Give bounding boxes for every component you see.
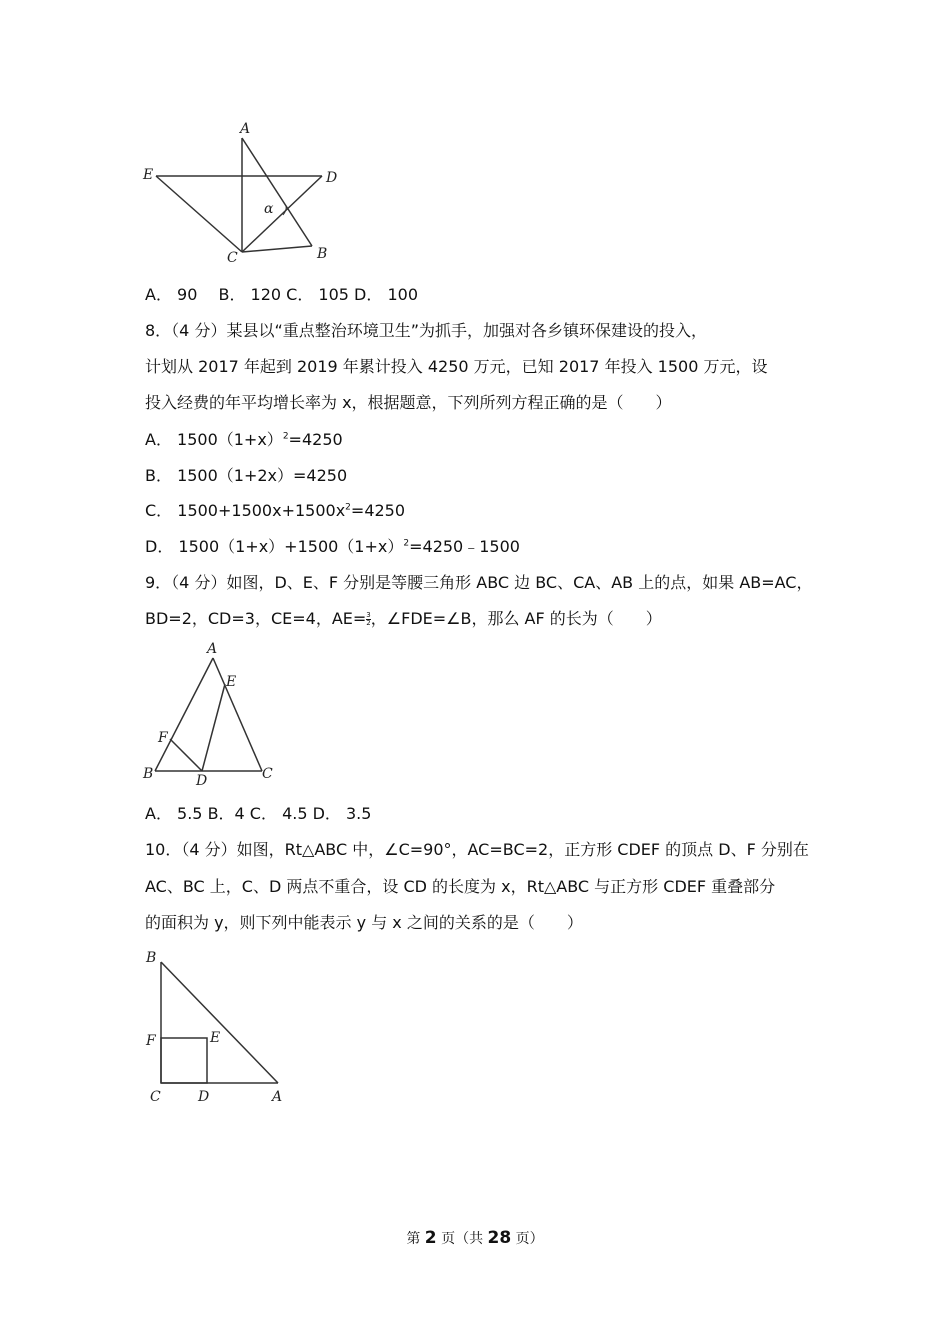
q10-label-e: E (210, 1030, 221, 1046)
q7-label-c: C (227, 250, 238, 266)
footer-middle: 页（共 (436, 1231, 488, 1247)
q9-fraction-denominator: 2 (366, 619, 371, 627)
q10-line-1: 10．（4 分）如图，Rt△ABC 中，∠C=90°，AC=BC=2，正方形 CDEF 的顶点 D、F 分别在 (145, 840, 809, 859)
q10-label-c: C (150, 1089, 161, 1105)
q9-label-a: A (207, 641, 218, 657)
q9-fraction-numerator: 3 (366, 611, 371, 619)
q8-line-3: 投入经费的年平均增长率为 x，根据题意，下列所列方程正确的是（ ） (145, 393, 672, 412)
q7-options: A． 90 B． 120 C． 105 D． 100 (145, 285, 418, 304)
q8-option-a-exponent: 2 (282, 431, 289, 442)
q8-option-c-exponent: 2 (345, 502, 351, 513)
q8-line-1: 8．（4 分）某县以“重点整治环境卫生”为抓手，加强对各乡镇环保建设的投入， (145, 321, 708, 340)
q8-option-c-rest: =4250 (350, 501, 406, 520)
q8-option-a-rest: =4250 (288, 430, 343, 449)
q9-line-1: 9．（4 分）如图，D、E、F 分别是等腰三角形 ABC 边 BC、CA、AB 上的点，如果 AB=AC， (145, 573, 813, 592)
q9-label-d: D (196, 773, 208, 789)
q8-option-c[interactable] (145, 500, 405, 522)
q9-line-2 (145, 608, 662, 630)
q10-line-3: 的面积为 y，则下列中能表示 y 与 x 之间的关系的是（ ） (145, 913, 583, 932)
q9-label-f: F (158, 730, 168, 746)
q7-label-e: E (143, 167, 154, 183)
q10-label-b: B (146, 950, 157, 966)
q7-diagram (140, 118, 350, 268)
q10-figure (140, 946, 300, 1111)
q10-line-2: AC、BC 上，C、D 两点不重合，设 CD 的长度为 x，Rt△ABC 与正方形 CDEF 重叠部分 (145, 877, 776, 896)
q8-option-c-base: C． 1500+1500x+1500x (145, 501, 346, 520)
q9-label-c: C (262, 766, 273, 782)
q7-label-a: A (240, 121, 251, 137)
q8-option-a[interactable] (145, 429, 343, 451)
q8-option-b[interactable]: B． 1500（1+2x）=4250 (145, 466, 348, 485)
q9-options: A． 5.5 B．4 C． 4.5 D． 3.5 (145, 804, 372, 823)
current-page-number: 2 (424, 1228, 437, 1248)
page-footer (0, 1228, 950, 1248)
q9-label-e: E (226, 674, 237, 690)
q9-figure (140, 638, 290, 788)
q9-line-2-end: ，∠FDE=∠B，那么 AF 的长为（ ） (370, 609, 662, 628)
q7-label-d: D (326, 170, 338, 186)
footer-prefix: 第 (406, 1231, 425, 1247)
q8-line-2: 计划从 2017 年起到 2019 年累计投入 4250 万元，已知 2017 年投入 1500 万元，设 (145, 357, 768, 376)
q7-label-alpha: α (264, 201, 274, 217)
q9-line-2-start: BD=2，CD=3，CE=4，AE= (145, 609, 367, 628)
q8-option-d-rest: =4250﹣1500 (409, 537, 520, 556)
q8-option-d-exponent: 2 (403, 538, 410, 549)
q7-figure (140, 118, 350, 268)
q10-diagram (140, 946, 300, 1111)
q7-label-b: B (317, 246, 328, 262)
q10-label-d: D (198, 1089, 210, 1105)
q8-option-d[interactable] (145, 536, 520, 558)
q9-label-b: B (143, 766, 154, 782)
footer-suffix: 页） (511, 1231, 544, 1247)
q8-option-d-base: D． 1500（1+x）+1500（1+x） (145, 537, 404, 556)
total-pages-number: 28 (487, 1228, 512, 1248)
q9-diagram (140, 638, 290, 788)
q10-label-a: A (272, 1089, 283, 1105)
q8-option-a-base: A． 1500（1+x） (145, 430, 283, 449)
q10-label-f: F (146, 1033, 156, 1049)
